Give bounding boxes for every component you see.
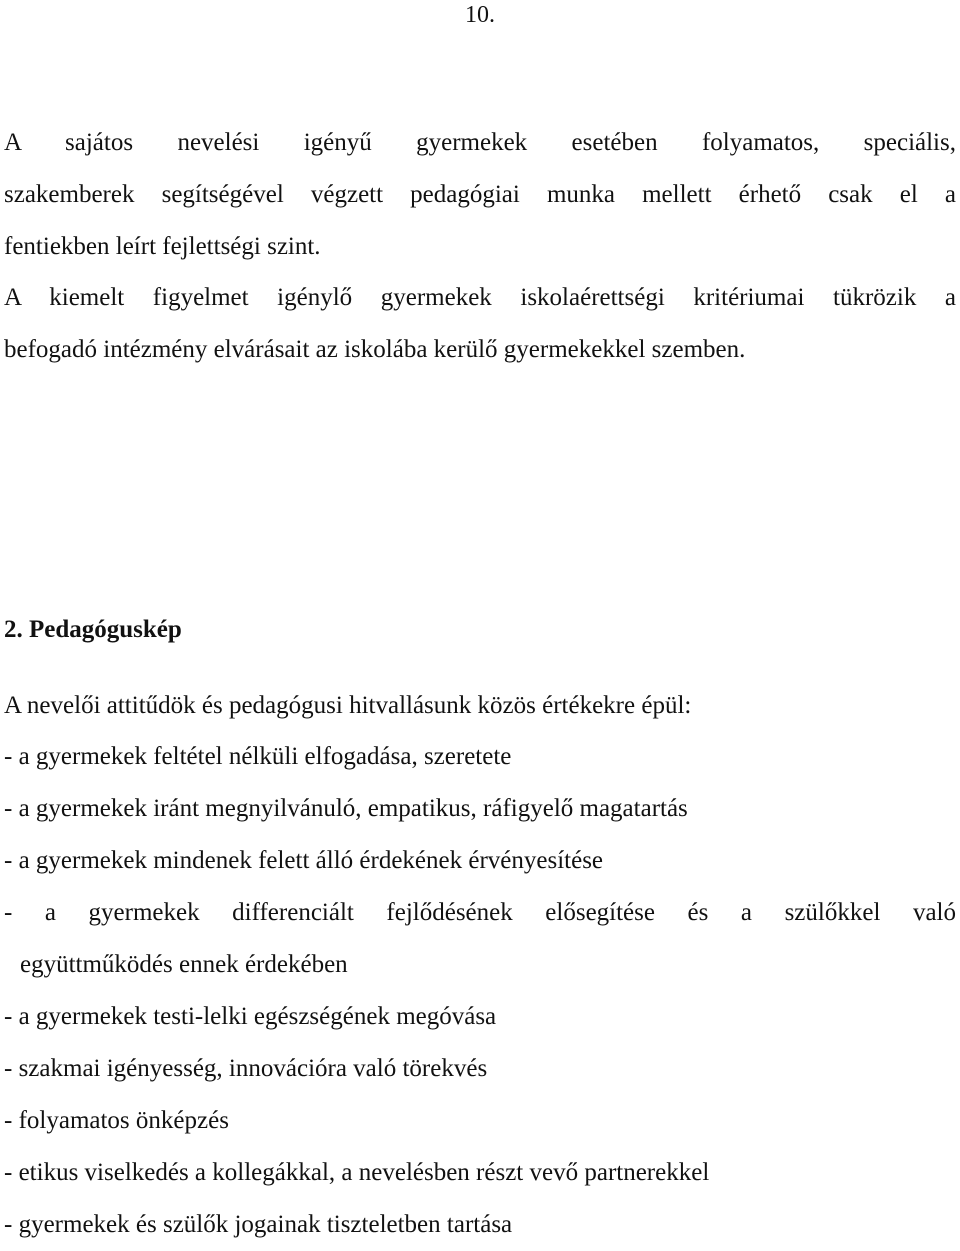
paragraph-line: szakemberek segítségével végzett pedagógiai munka mellett érhető csak el a (4, 181, 956, 208)
list-item-continuation: együttműködés ennek érdekében (20, 951, 348, 978)
page-number: 10. (465, 2, 495, 28)
section-heading: 2. Pedagóguskép (4, 616, 182, 643)
values-list (4, 731, 956, 1251)
paragraph-line: befogadó intézmény elvárásait az iskolába kerülő gyermekekkel szemben. (4, 336, 746, 363)
paragraph-line: fentiekben leírt fejlettségi szint. (4, 233, 321, 260)
list-item: - etikus viselkedés a kollegákkal, a nevelésben részt vevő partnerekkel (4, 1159, 710, 1186)
paragraph-line: A kiemelt figyelmet igénylő gyermekek iskolaérettségi kritériumai tükrözik a (4, 284, 956, 311)
list-item: - folyamatos önképzés (4, 1107, 229, 1134)
section-intro: A nevelői attitűdök és pedagógusi hitvallásunk közös értékekre épül: (4, 692, 692, 719)
list-item: - gyermekek és szülők jogainak tiszteletben tartása (4, 1211, 513, 1238)
list-item: - szakmai igényesség, innovációra való törekvés (4, 1055, 488, 1082)
list-item: - a gyermekek mindenek felett álló érdekének érvényesítése (4, 847, 604, 874)
list-item (4, 887, 956, 991)
list-item: - a gyermekek iránt megnyilvánuló, empatikus, ráfigyelő magatartás (4, 795, 688, 822)
paragraph-school-readiness (4, 272, 956, 376)
list-item: - a gyermekek testi-lelki egészségének megóvása (4, 1003, 497, 1030)
paragraph-sen-children (4, 117, 956, 273)
paragraph-line: A sajátos nevelési igényű gyermekek esetében folyamatos, speciális, (4, 129, 956, 156)
list-item-line: - a gyermekek differenciált fejlődésének elősegítése és a szülőkkel való (4, 899, 956, 926)
list-item: - a gyermekek feltétel nélküli elfogadása, szeretete (4, 743, 512, 770)
